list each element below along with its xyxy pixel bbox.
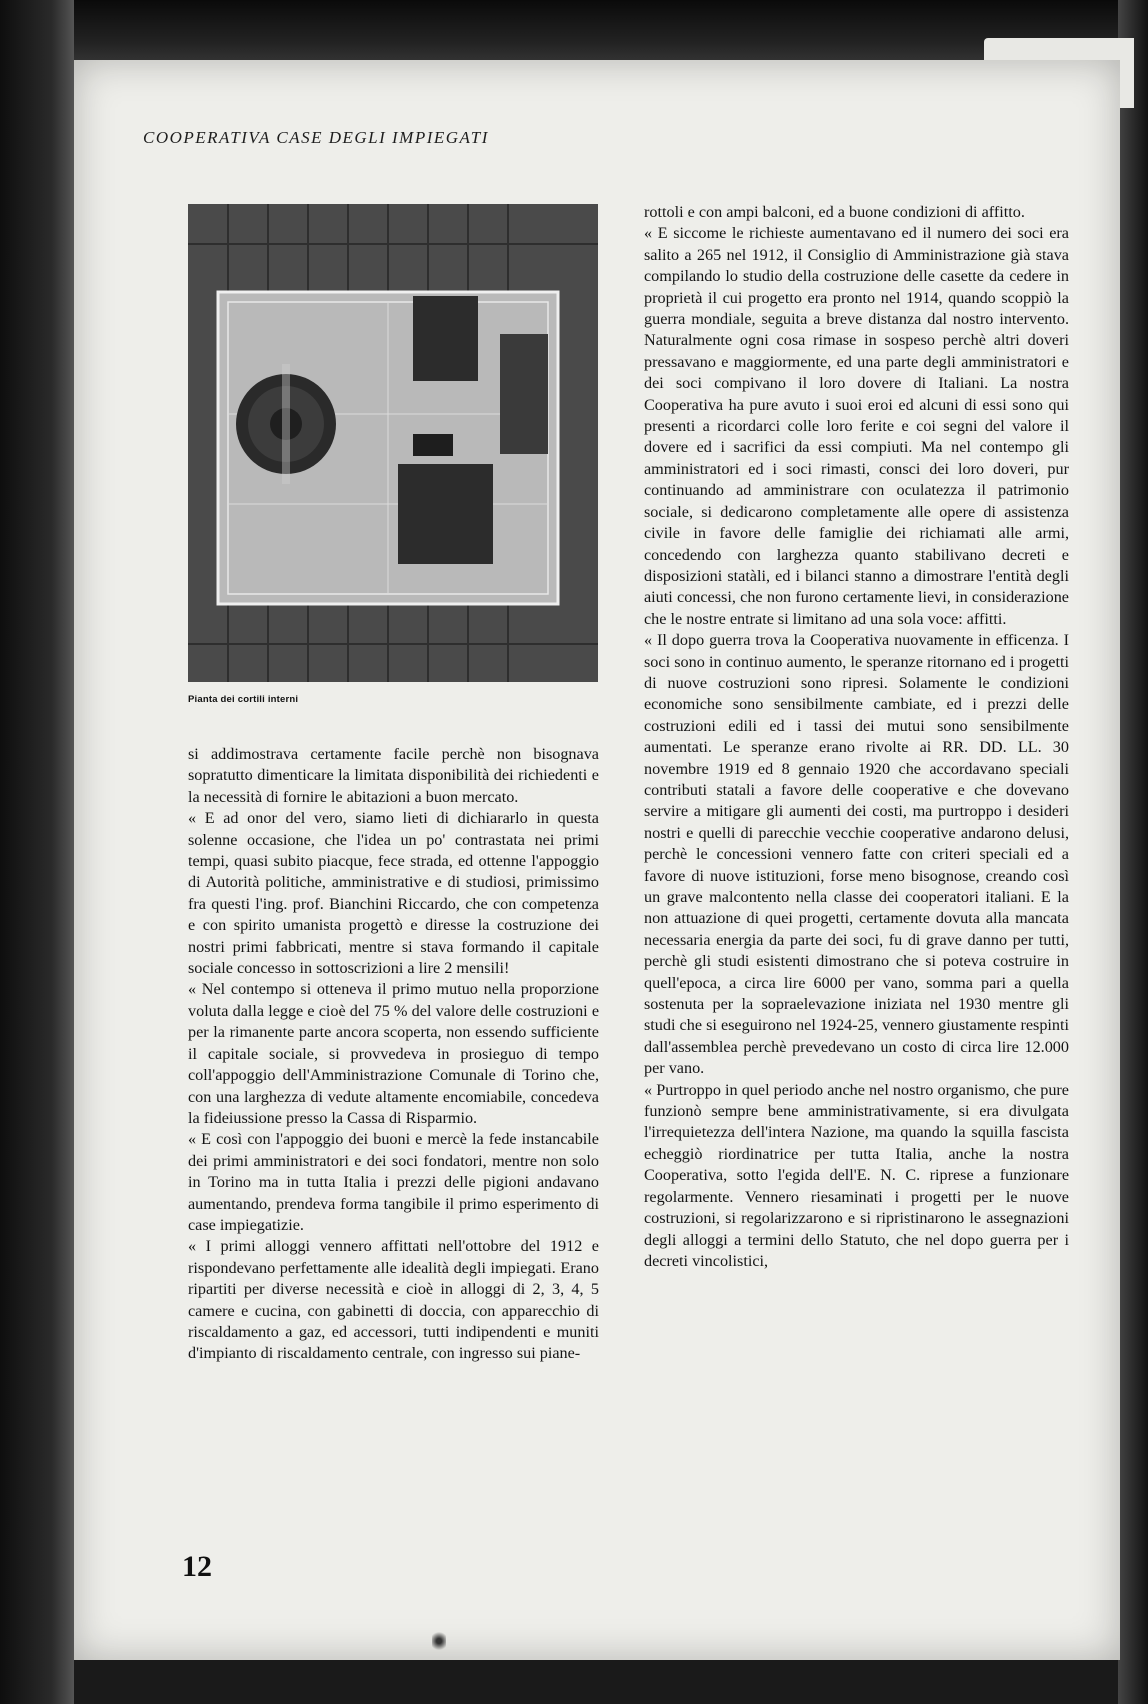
paragraph: « I primi alloggi vennero affittati nell'ottobre del 1912 e rispondevano perfettamente alle idealità degli impiegati. Erano ripartiti per diverse necessità e cioè in alloggi di 2, 3, 4, 5 camere e cucina, con gabinetti di doccia, con apparecchio di riscaldamento a gaz, ed accessori, tutti indipendenti e muniti d'impianto di riscaldamento centrale, con ingresso sui piane-	[188, 1237, 599, 1363]
paragraph: rottoli e con ampi balconi, ed a buone condizioni di affitto.	[644, 203, 1025, 221]
paragraph: « Nel contempo si otteneva il primo mutuo nella proporzione voluta dalla legge e cioè del 75 % del valore delle costruzioni e per la rimanente parte ancora scoperta, non essendo sufficiente il capitale sociale, si provvedeva in prosieguo di tempo coll'appoggio dell'Amministrazione Comunale di Torino che, con una larghezza di vedute altamente encomiabile, concedeva la fideiussione presso la Cassa di Risparmio.	[188, 980, 599, 1127]
paragraph: « E ad onor del vero, siamo lieti di dichiararlo in questa solenne occasione, che l'idea un po' contrastata nei primi tempi, quasi subito piacque, fece strada, ed ottenne l'appoggio di Autorità politiche, amministrative e di studiosi, primissimo fra questi l'ing. prof. Bianchini Riccardo, che con competenza e con spirito umanista progettò e diresse la costruzione dei nostri primi fabbricati, mentre si stava formando il capitale sociale concesso in sottoscrizioni a lire 2 mensili!	[188, 809, 599, 978]
paragraph: « E così con l'appoggio dei buoni e mercè la fede instancabile dei primi amministratori e dei soci fondatori, mentre non solo in Torino ma in tutta Italia i prezzi delle pigioni andavano aumentando, prendeva forma tangibile il primo esperimento di case impiegatizie.	[188, 1130, 599, 1234]
figure-caption: Pianta dei cortili interni	[188, 694, 299, 705]
scan-border-right	[1118, 0, 1148, 1704]
paragraph: « Il dopo guerra trova la Cooperativa nuovamente in efficenza. I soci sono in continuo aumento, le speranze ritornano ed i progetti di nuove costruzioni sono ripresi. Solamente le condizioni economiche sono sensibilmente cambiate, ed i prezzi delle costruzioni edili ed i tassi dei mutui sono sensibilmente aumentati. Le speranze erano rivolte ai RR. DD. LL. 30 novembre 1919 ed 8 gennaio 1920 che accordavano speciali contributi statali a favore delle cooperative e che dovevano servire a mitigare gli aumenti dei costi, ma purtroppo i desideri nostri e quelli di parecchie vecchie cooperative andarono delusi, perchè le concessioni vennero fatte con criteri speciali ed a favore di nuove istituzioni, forse meno bisognose, creando così un grave malcontento nella classe dei cooperatori italiani. E la non attuazione di quei progetti, certamente dovuta alla mancata necessaria energia da parte dei soci, fu di grave danno per tutti, perchè gli studi esistenti dimostrano che si poteva costruire in quell'epoca, a circa lire 6000 per vano, somma pari a quella sostenuta per la sopraelevazione iniziata nel 1930 mentre gli studi che si eseguirono nel 1924-25, vennero giustamente respinti dall'assemblea perchè prevedevano un costo di circa lire 12.000 per vano.	[644, 631, 1069, 1078]
paragraph: si addimostrava certamente facile perchè non bisognava sopratutto dimenticare la limitata disponibilità dei richiedenti e la necessità di fornire le abitazioni a buon mercato.	[188, 745, 599, 806]
courtyard-plan-drawing	[188, 204, 598, 682]
courtyard-plan-figure	[188, 204, 598, 682]
paragraph: « Purtroppo in quel periodo anche nel nostro organismo, che pure funzionò sempre bene amministrativamente, si era divulgata l'irrequietezza dell'intera Nazione, ma quando la squilla fascista echeggiò riordinatrice per tutta Italia, anche la nostra Cooperativa, sotto l'egida dell'E. N. C. riprese a funzionare regolarmente. Vennero riesaminati i progetti per le nuove costruzioni, si regolarizzarono e si ripristinarono le assegnazioni degli alloggi a termini dello Statuto, che nel dopo guerra per i decreti vincolistici,	[644, 1080, 1069, 1270]
running-head: COOPERATIVA CASE DEGLI IMPIEGATI	[143, 128, 489, 147]
page-number: 12	[182, 1550, 212, 1583]
paragraph: « E siccome le richieste aumentavano ed il numero dei soci era salito a 265 nel 1912, il Consiglio di Amministrazione già stava compilando lo studio della costruzione delle casette da cedere in proprietà il cui progetto era pronto nel 1914, quando scoppiò la guerra mondiale, seguita a breve distanza dal nostro intervento. Naturalmente ogni cosa rimase in sospeso perchè altri doveri pressavano e maggiormente, ed una parte degli amministratori e dei soci compivano il loro dovere di Italiani. La nostra Cooperativa ha pure avuto i suoi eroi ed alcuni di essi sono qui presenti a ricordarci colle loro ferite e coi segni del valore il dovere ed i sacrifici da essi compiuti. Ma nel contempo gli amministratori ed i soci rimasti, consci dei loro doveri, pur continuando ad amministrare con oculatezza il patrimonio sociale, si dedicarono completamente alle opere di assistenza civile in favore delle famiglie dei richiamati alle armi, concedendo con larghezza quanto stabilivano decreti e disposizioni statàli, ed i bilanci stanno a dimostrare l'entità degli aiuti concessi, che non furono certamente lievi, in considerazione che le nostre entrate si limitano ad una sola voce: affitti.	[644, 224, 1069, 628]
left-text-column	[188, 744, 599, 1365]
scan-smudge	[432, 1630, 446, 1652]
scan-border-left	[0, 0, 74, 1704]
right-text-column	[644, 202, 1069, 1272]
